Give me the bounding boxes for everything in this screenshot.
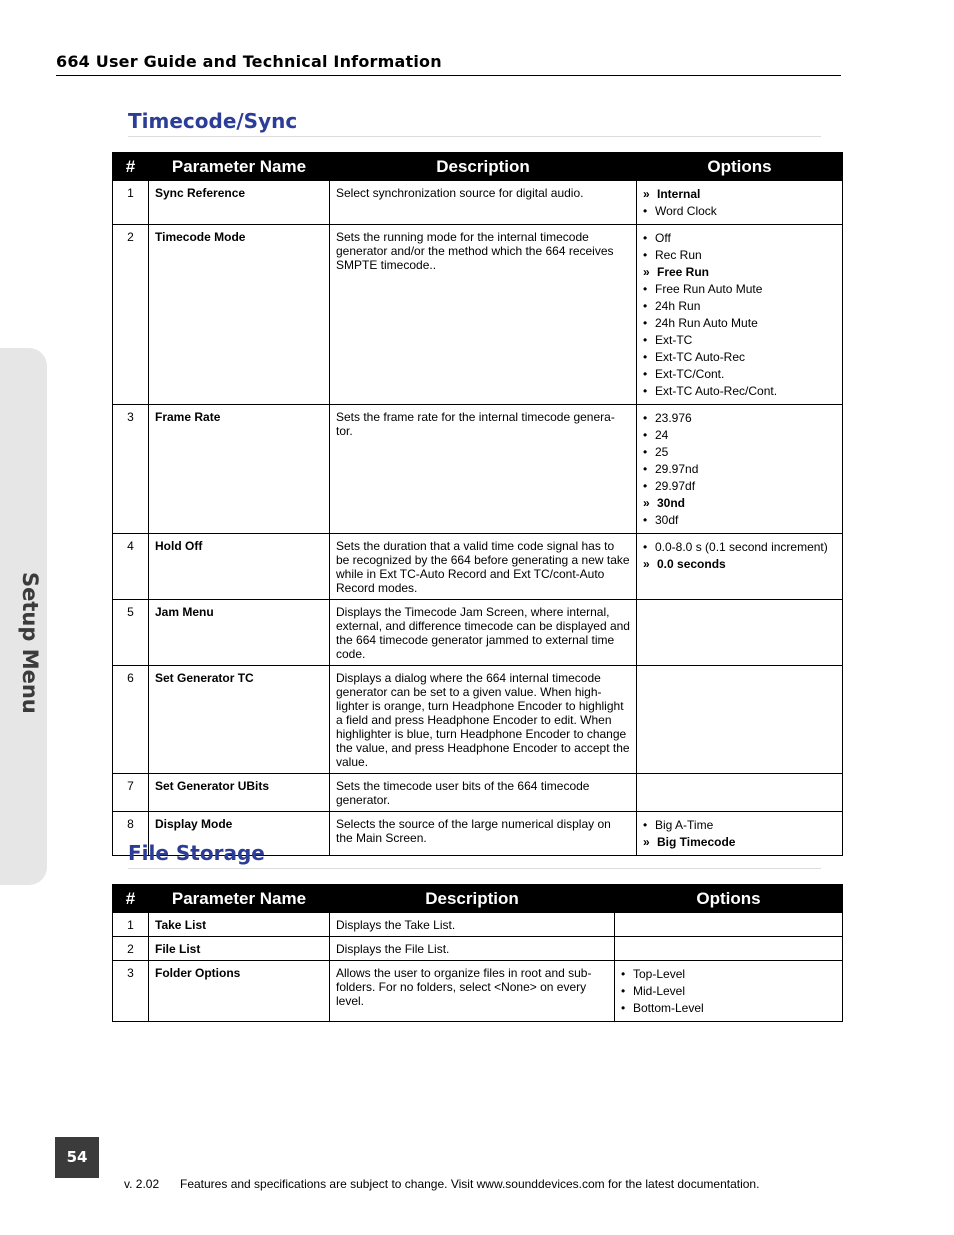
parameter-options bbox=[615, 937, 843, 961]
table-row bbox=[113, 600, 843, 666]
parameter-description: Allows the user to organize files in root and sub-folders. For no folders, select <None> on every level. bbox=[330, 961, 615, 1022]
option-item: • 29.97nd bbox=[643, 461, 836, 478]
parameter-name: Timecode Mode bbox=[149, 225, 330, 405]
col-header-description: Description bbox=[330, 153, 637, 181]
parameter-options bbox=[637, 225, 843, 405]
option-item: • 30df bbox=[643, 512, 836, 529]
parameter-name: Hold Off bbox=[149, 534, 330, 600]
option-default: » Big Timecode bbox=[643, 834, 836, 851]
footer-version: v. 2.02 bbox=[124, 1177, 160, 1191]
header-rule bbox=[56, 75, 841, 76]
parameter-description: Sets the running mode for the internal timecode generator and/or the method which the 664 receives SMPTE timecode.. bbox=[330, 225, 637, 405]
parameter-description: Displays a dialog where the 664 internal timecode generator can be set to a given value. When high-lighter is orange, turn Headphone Encoder to highlight a field and press Headphone Encoder to edit. When highlighter is blue, turn Headphone Encoder to change the value, and press Headphone Encoder to accept the value. bbox=[330, 666, 637, 774]
parameter-options bbox=[615, 961, 843, 1022]
table-header-row bbox=[113, 153, 843, 181]
table-row bbox=[113, 225, 843, 405]
header-title: 664 User Guide and Technical Information bbox=[56, 52, 442, 71]
row-number: 2 bbox=[113, 937, 149, 961]
row-number: 1 bbox=[113, 913, 149, 937]
parameter-options bbox=[637, 812, 843, 856]
col-header-options: Options bbox=[637, 153, 843, 181]
parameter-name: Take List bbox=[149, 913, 330, 937]
table-header-row bbox=[113, 885, 843, 913]
parameter-options bbox=[637, 181, 843, 225]
option-item: • 25 bbox=[643, 444, 836, 461]
parameter-name: Sync Reference bbox=[149, 181, 330, 225]
parameter-options bbox=[637, 405, 843, 534]
table-row bbox=[113, 961, 843, 1022]
option-default: » 30nd bbox=[643, 495, 836, 512]
row-number: 3 bbox=[113, 961, 149, 1022]
table-row bbox=[113, 937, 843, 961]
option-item: • 24h Run Auto Mute bbox=[643, 315, 836, 332]
option-item: • Ext-TC/Cont. bbox=[643, 366, 836, 383]
option-default: » Free Run bbox=[643, 264, 836, 281]
option-item: • Ext-TC Auto-Rec bbox=[643, 349, 836, 366]
option-item: • Mid-Level bbox=[621, 983, 836, 1000]
col-header-parameter-name: Parameter Name bbox=[149, 885, 330, 913]
parameter-description: Sets the frame rate for the internal timecode genera-tor. bbox=[330, 405, 637, 534]
parameter-name: Display Mode bbox=[149, 812, 330, 856]
option-item: • 24h Run bbox=[643, 298, 836, 315]
section-rule bbox=[128, 868, 821, 869]
option-item: • Word Clock bbox=[643, 203, 836, 220]
parameter-name: File List bbox=[149, 937, 330, 961]
parameter-description: Displays the Timecode Jam Screen, where internal, external, and difference timecode can be displayed and the 664 timecode generator jammed to external time code. bbox=[330, 600, 637, 666]
option-item: • Top-Level bbox=[621, 966, 836, 983]
option-item: • 24 bbox=[643, 427, 836, 444]
option-item: • Off bbox=[643, 230, 836, 247]
row-number: 5 bbox=[113, 600, 149, 666]
footer-note: Features and specifications are subject to change. Visit www.sounddevices.com for the latest documentation. bbox=[180, 1177, 760, 1191]
parameter-name: Folder Options bbox=[149, 961, 330, 1022]
timecode-sync-table bbox=[112, 152, 843, 856]
table-row bbox=[113, 181, 843, 225]
options-list bbox=[643, 817, 836, 851]
row-number: 8 bbox=[113, 812, 149, 856]
options-list bbox=[621, 966, 836, 1017]
parameter-options bbox=[615, 913, 843, 937]
table-row bbox=[113, 774, 843, 812]
options-list bbox=[643, 410, 836, 529]
option-item: • 23.976 bbox=[643, 410, 836, 427]
parameter-description: Selects the source of the large numerical display on the Main Screen. bbox=[330, 812, 637, 856]
parameter-name: Set Generator TC bbox=[149, 666, 330, 774]
parameter-name: Jam Menu bbox=[149, 600, 330, 666]
section-title-timecode-sync: Timecode/Sync bbox=[128, 109, 298, 133]
parameter-description: Displays the Take List. bbox=[330, 913, 615, 937]
parameter-description: Displays the File List. bbox=[330, 937, 615, 961]
table-row bbox=[113, 534, 843, 600]
col-header-description: Description bbox=[330, 885, 615, 913]
page-number: 54 bbox=[55, 1137, 99, 1178]
col-header-parameter-name: Parameter Name bbox=[149, 153, 330, 181]
options-list bbox=[643, 186, 836, 220]
col-header-num: # bbox=[113, 885, 149, 913]
parameter-description: Select synchronization source for digital audio. bbox=[330, 181, 637, 225]
option-item: • 29.97df bbox=[643, 478, 836, 495]
parameter-description: Sets the timecode user bits of the 664 timecode generator. bbox=[330, 774, 637, 812]
table-row bbox=[113, 913, 843, 937]
options-list bbox=[643, 539, 836, 573]
col-header-num: # bbox=[113, 153, 149, 181]
parameter-name: Frame Rate bbox=[149, 405, 330, 534]
parameter-options bbox=[637, 534, 843, 600]
parameter-name: Set Generator UBits bbox=[149, 774, 330, 812]
option-default: » 0.0 seconds bbox=[643, 556, 836, 573]
row-number: 6 bbox=[113, 666, 149, 774]
option-item: • 0.0-8.0 s (0.1 second increment) bbox=[643, 539, 836, 556]
row-number: 1 bbox=[113, 181, 149, 225]
parameter-options bbox=[637, 774, 843, 812]
section-rule bbox=[128, 136, 821, 137]
option-item: • Bottom-Level bbox=[621, 1000, 836, 1017]
option-item: • Free Run Auto Mute bbox=[643, 281, 836, 298]
option-item: • Rec Run bbox=[643, 247, 836, 264]
side-tab-label: Setup Menu bbox=[18, 572, 42, 714]
row-number: 2 bbox=[113, 225, 149, 405]
table-row bbox=[113, 666, 843, 774]
options-list bbox=[643, 230, 836, 400]
file-storage-table bbox=[112, 884, 843, 1022]
option-item: • Big A-Time bbox=[643, 817, 836, 834]
parameter-options bbox=[637, 600, 843, 666]
row-number: 4 bbox=[113, 534, 149, 600]
option-item: • Ext-TC bbox=[643, 332, 836, 349]
section-title-file-storage: File Storage bbox=[128, 841, 265, 865]
row-number: 3 bbox=[113, 405, 149, 534]
parameter-description: Sets the duration that a valid time code signal has to be recognized by the 664 before generating a new take while in Ext TC-Auto Record and Ext TC/cont-Auto Record modes. bbox=[330, 534, 637, 600]
parameter-options bbox=[637, 666, 843, 774]
option-item: • Ext-TC Auto-Rec/Cont. bbox=[643, 383, 836, 400]
option-default: » Internal bbox=[643, 186, 836, 203]
row-number: 7 bbox=[113, 774, 149, 812]
col-header-options: Options bbox=[615, 885, 843, 913]
table-row bbox=[113, 405, 843, 534]
